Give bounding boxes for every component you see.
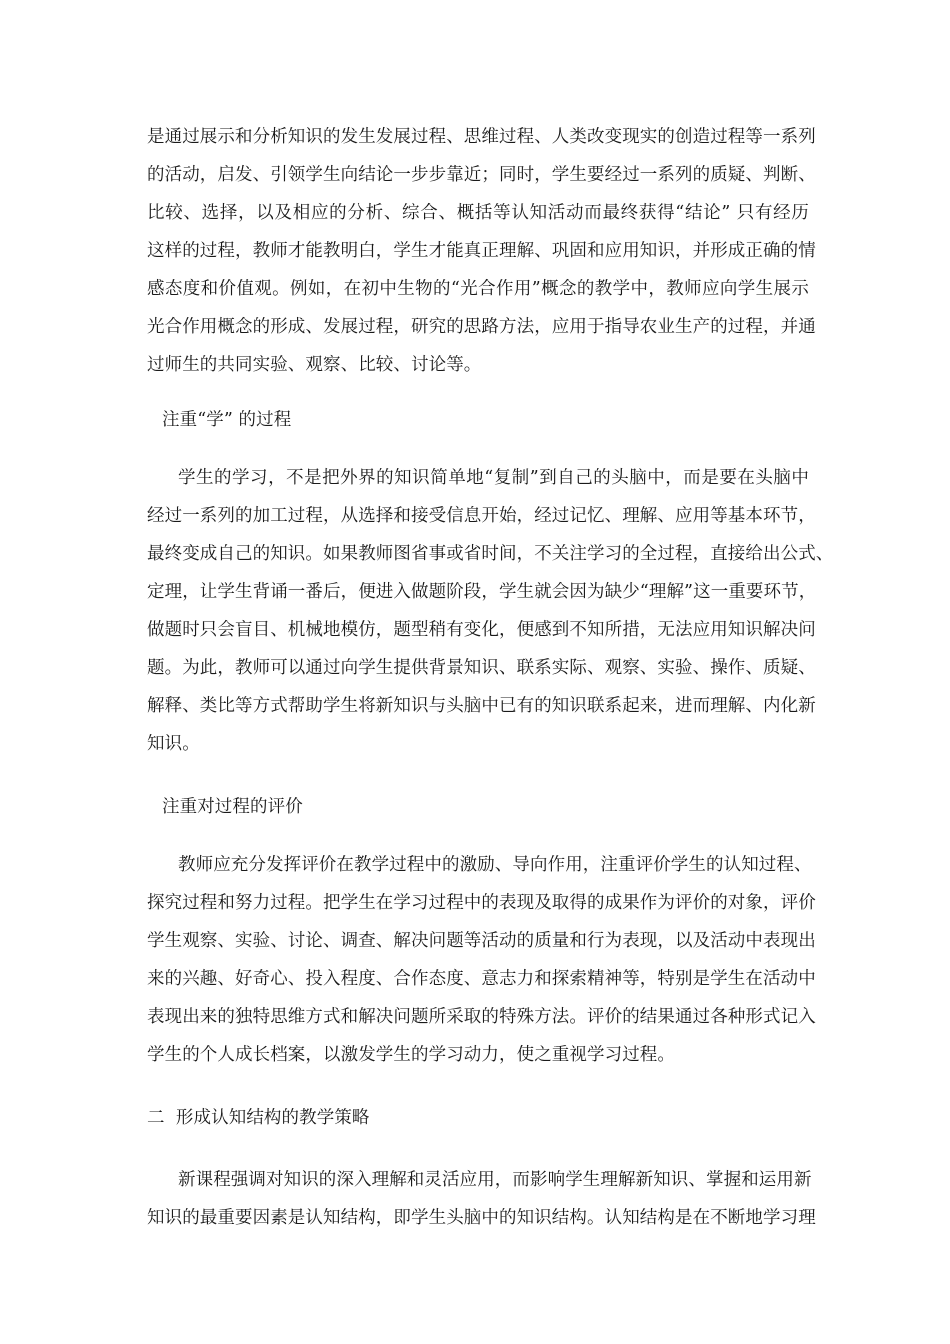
paragraph-line: 的活动，启发、引领学生向结论一步步靠近；同时，学生要经过一系列的质疑、判断、 bbox=[147, 165, 816, 185]
paragraph-line: 过师生的共同实验、观察、比较、讨论等。 bbox=[147, 355, 482, 375]
paragraph-line: 学生的个人成长档案，以激发学生的学习动力，使之重视学习过程。 bbox=[147, 1045, 675, 1065]
paragraph-line: 做题时只会盲目、机械地模仿，题型稍有变化，便感到不知所措，无法应用知识解决问 bbox=[147, 620, 816, 640]
paragraph-line: 学生观察、实验、讨论、调查、解决问题等活动的质量和行为表现，以及活动中表现出 bbox=[147, 931, 816, 951]
paragraph-line: 探究过程和努力过程。把学生在学习过程中的表现及取得的成果作为评价的对象，评价 bbox=[147, 893, 816, 913]
paragraph-line: 经过一系列的加工过程，从选择和接受信息开始，经过记忆、理解、应用等基本环节， bbox=[147, 506, 816, 526]
paragraph-line: 最终变成自己的知识。如果教师图省事或省时间，不关注学习的全过程，直接给出公式、 bbox=[147, 544, 834, 564]
paragraph-line: 题。为此，教师可以通过向学生提供背景知识、联系实际、观察、实验、操作、质疑、 bbox=[147, 658, 816, 678]
paragraph-line: 定理，让学生背诵一番后，便进入做题阶段，学生就会因为缺少“理解”这一重要环节， bbox=[147, 582, 817, 602]
section-heading: 注重“学” 的过程 bbox=[162, 410, 292, 430]
paragraph-line: 解释、类比等方式帮助学生将新知识与头脑中已有的知识联系起来，进而理解、内化新 bbox=[147, 696, 816, 716]
paragraph-line: 是通过展示和分析知识的发生发展过程、思维过程、人类改变现实的创造过程等一系列 bbox=[147, 127, 816, 147]
paragraph-line: 新课程强调对知识的深入理解和灵活应用，而影响学生理解新知识、掌握和运用新 bbox=[178, 1170, 812, 1190]
paragraph-line: 知识。 bbox=[147, 734, 200, 754]
paragraph-line: 这样的过程，教师才能教明白，学生才能真正理解、巩固和应用知识，并形成正确的情 bbox=[147, 241, 816, 261]
section-heading: 注重对过程的评价 bbox=[162, 797, 303, 817]
paragraph-line: 教师应充分发挥评价在教学过程中的激励、导向作用，注重评价学生的认知过程、 bbox=[178, 855, 812, 875]
paragraph-line: 光合作用概念的形成、发展过程，研究的思路方法，应用于指导农业生产的过程，并通 bbox=[147, 317, 816, 337]
paragraph-line: 比较、选择，以及相应的分析、综合、概括等认知活动而最终获得“结论” 只有经历 bbox=[147, 203, 809, 223]
paragraph-line: 知识的最重要因素是认知结构，即学生头脑中的知识结构。认知结构是在不断地学习理 bbox=[147, 1208, 816, 1228]
paragraph-line: 表现出来的独特思维方式和解决问题所采取的特殊方法。评价的结果通过各种形式记入 bbox=[147, 1007, 816, 1027]
section-heading: 二 形成认知结构的教学策略 bbox=[147, 1108, 370, 1128]
paragraph-line: 感态度和价值观。例如，在初中生物的“光合作用”概念的教学中，教师应向学生展示 bbox=[147, 279, 809, 299]
paragraph-line: 来的兴趣、好奇心、投入程度、合作态度、意志力和探索精神等，特别是学生在活动中 bbox=[147, 969, 816, 989]
paragraph-line: 学生的学习，不是把外界的知识简单地“复制”到自己的头脑中，而是要在头脑中 bbox=[178, 468, 809, 488]
